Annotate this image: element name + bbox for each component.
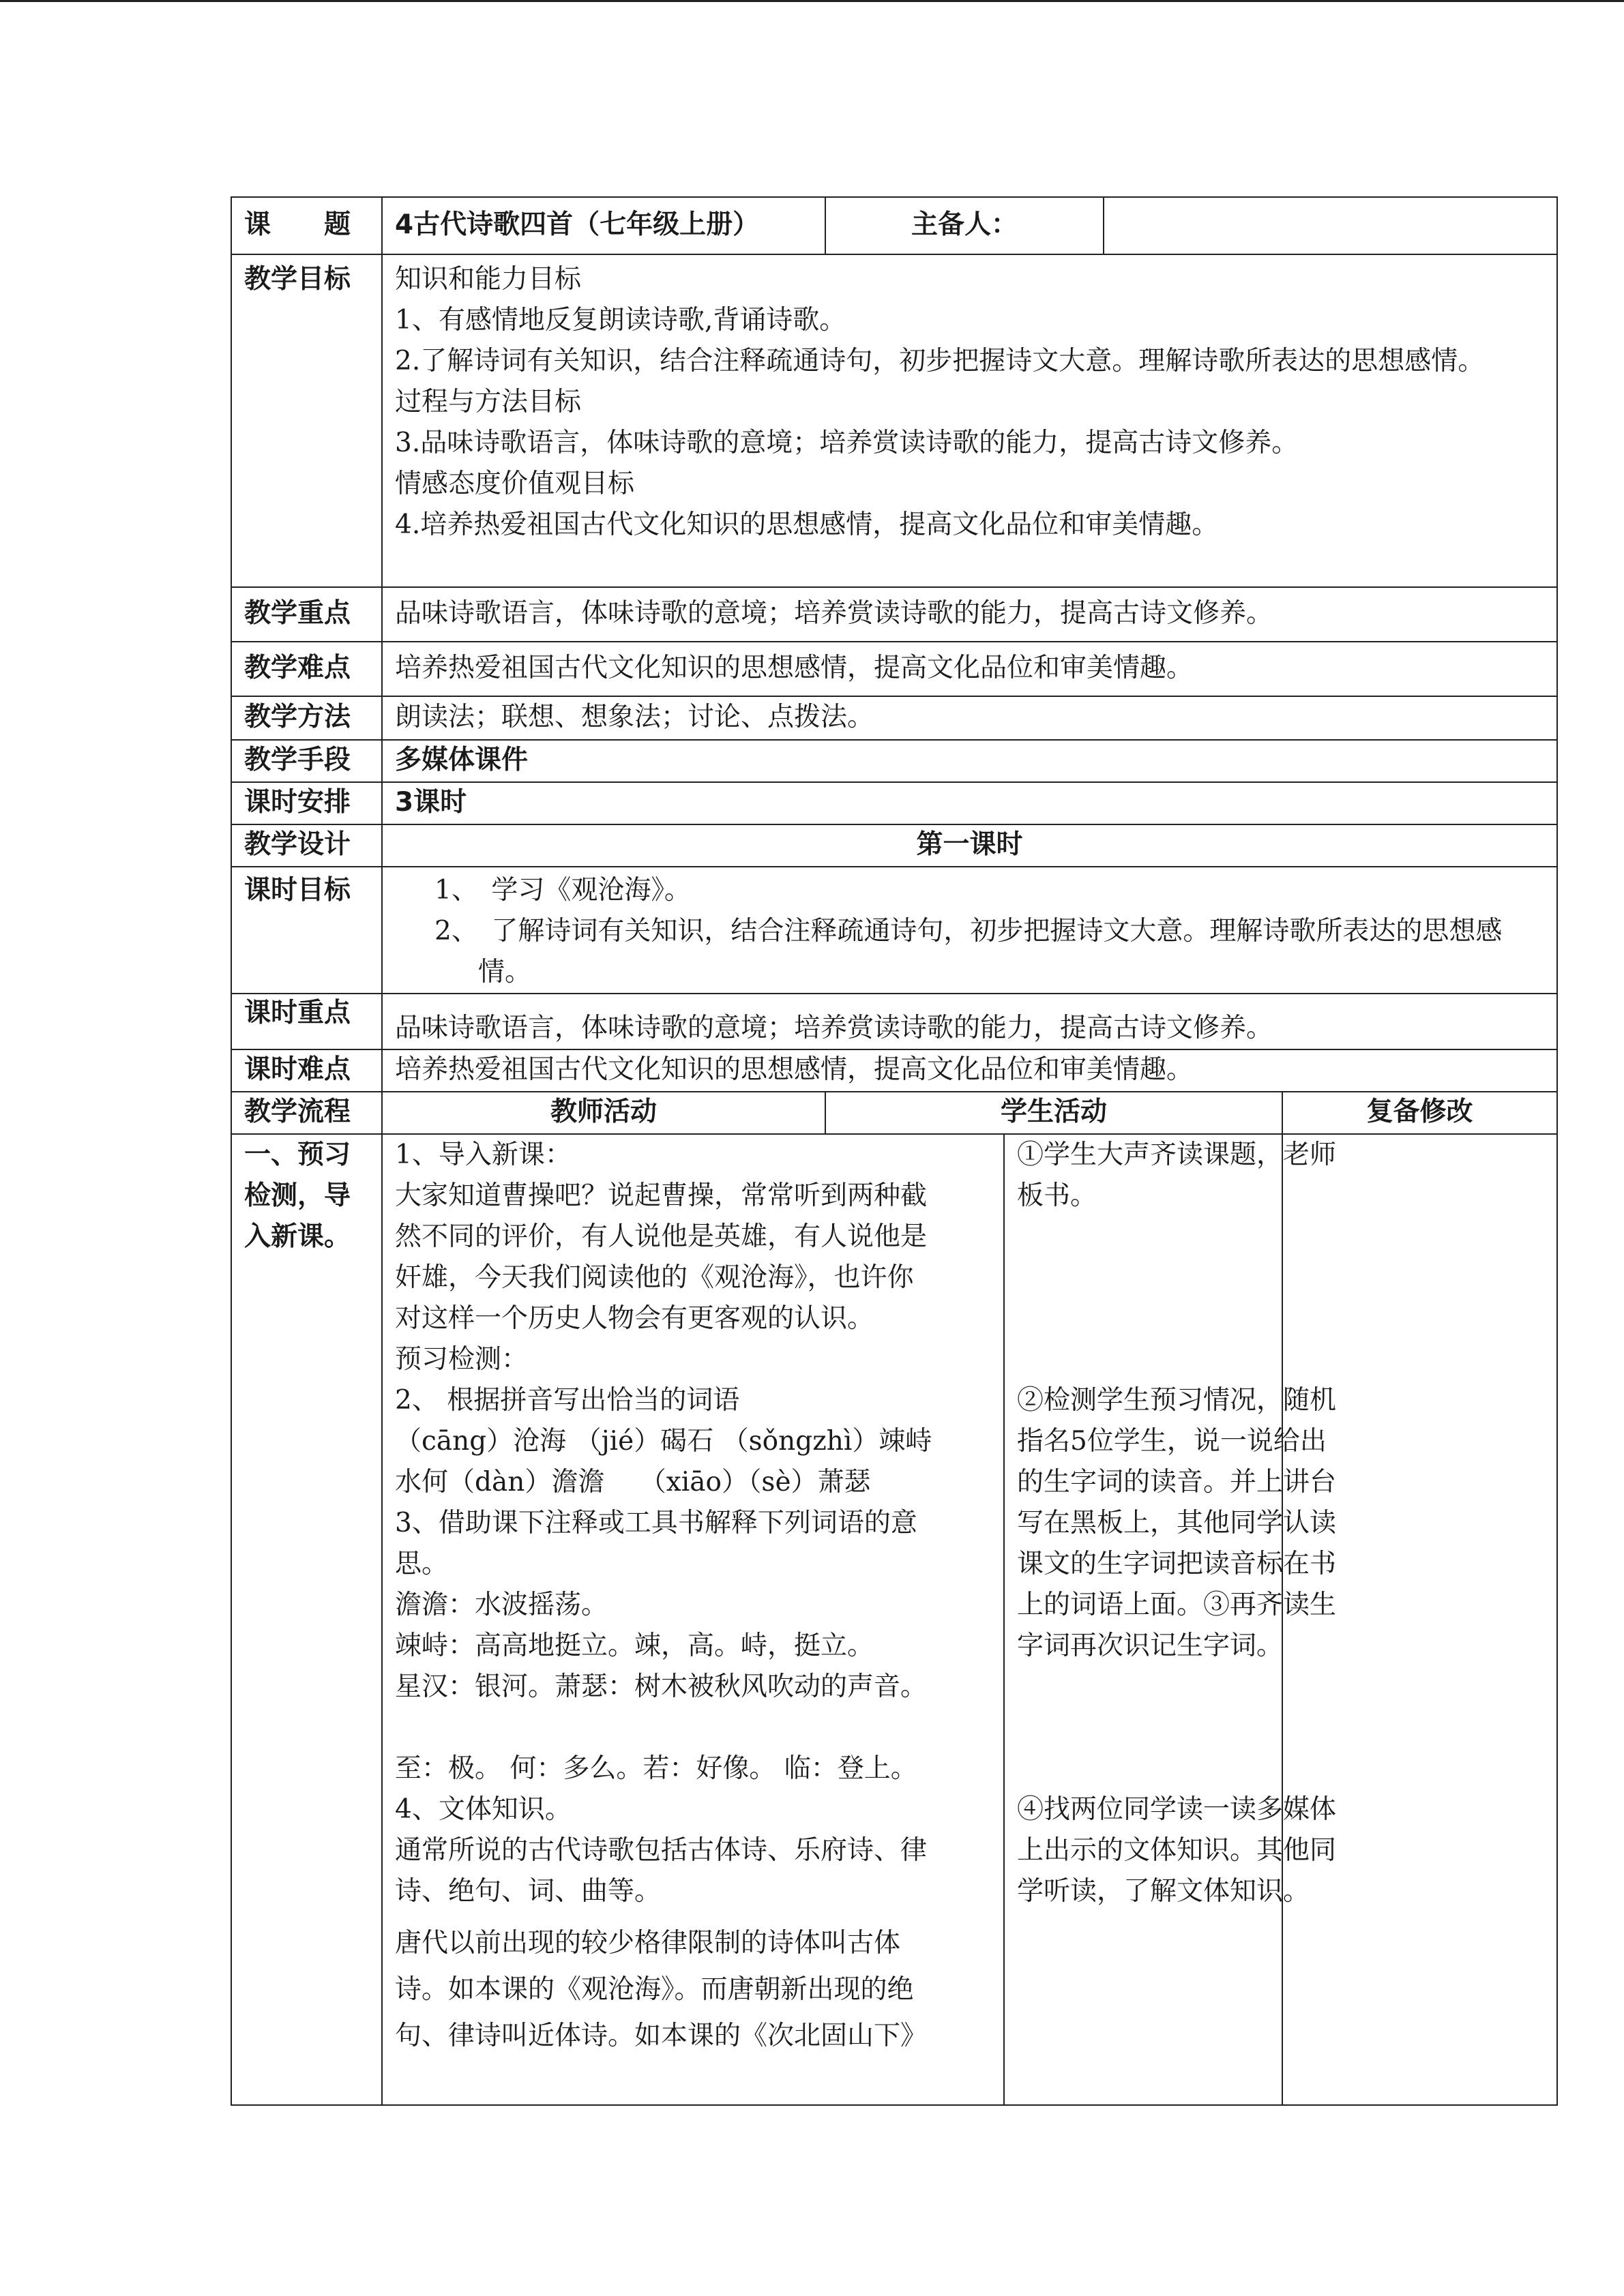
student-line-gap — [1017, 1257, 1269, 1298]
topic-label: 课 题 — [231, 197, 382, 254]
teacher-line: 句、律诗叫近体诗。如本课的《次北固山下》 — [395, 2021, 928, 2051]
goals-line: 4.培养热爱祖国古代文化知识的思想感情，提高文化品位和审美情趣。 — [395, 509, 1219, 540]
topic-value: 4古代诗歌四首（七年级上册） — [382, 197, 825, 254]
means-label: 教学手段 — [231, 740, 382, 782]
period-goals-label: 课时目标 — [231, 867, 382, 994]
preparer-label: 主备人： — [825, 197, 1104, 254]
student-line: 上的词语上面。③再齐读生 — [1017, 1590, 1337, 1620]
teacher-line: 对这样一个历史人物会有更客观的认识。 — [395, 1303, 874, 1334]
student-line: ④找两位同学读一读多媒体 — [1017, 1794, 1337, 1825]
period-difficulty-label: 课时难点 — [231, 1049, 382, 1092]
means-row — [231, 740, 1557, 782]
teacher-line: 星汉：银河。萧瑟：树木被秋风吹动的声音。 — [395, 1671, 928, 1702]
teacher-line: 思。 — [395, 1549, 449, 1579]
period-key-row — [231, 994, 1557, 1049]
teacher-line: 诗、绝句、词、曲等。 — [395, 1876, 662, 1907]
period-goal-item: 2、 了解诗词有关知识，结合注释疏通诗句，初步把握诗文大意。理解诗歌所表达的思想感情。 — [434, 916, 1503, 987]
schedule-row — [231, 782, 1557, 824]
preparer-value[interactable] — [1104, 197, 1557, 254]
teacher-line: 澹澹：水波摇荡。 — [395, 1590, 608, 1620]
student-line: 指名5位学生，说一说给出 — [1017, 1426, 1327, 1457]
student-line: 的生字词的读音。并上讲台 — [1017, 1467, 1337, 1497]
method-row — [231, 696, 1557, 740]
goals-line: 3.品味诗歌语言，体味诗歌的意境；培养赏读诗歌的能力，提高古诗文修养。 — [395, 428, 1299, 458]
lesson-plan-table — [231, 196, 1558, 2106]
period-difficulty-value: 培养热爱祖国古代文化知识的思想感情，提高文化品位和审美情趣。 — [382, 1049, 1557, 1092]
goals-line: 知识和能力目标 — [395, 264, 582, 295]
period-goals-row — [231, 867, 1557, 994]
stage1-label-line: 一、预习 — [244, 1139, 351, 1170]
means-value: 多媒体课件 — [382, 740, 1557, 782]
key-point-row — [231, 587, 1557, 642]
student-activity-content — [1004, 1134, 1337, 2105]
student-line-gap — [1017, 1339, 1269, 1380]
flow-label: 教学流程 — [231, 1092, 382, 1134]
goals-content — [382, 254, 1557, 587]
student-line-gap — [1017, 1667, 1269, 1708]
period-key-value: 品味诗歌语言，体味诗歌的意境；培养赏读诗歌的能力，提高古诗文修养。 — [382, 994, 1557, 1049]
student-line: 板书。 — [1017, 1180, 1097, 1211]
student-line: 课文的生字词把读音标在书 — [1017, 1549, 1337, 1579]
teacher-line: 4、文体知识。 — [395, 1794, 572, 1825]
design-value: 第一课时 — [382, 824, 1557, 867]
teacher-line: 通常所说的古代诗歌包括古体诗、乐府诗、律 — [395, 1835, 928, 1866]
student-line: 上出示的文体知识。其他同 — [1017, 1835, 1337, 1866]
student-line: ①学生大声齐读课题，老师 — [1017, 1139, 1337, 1170]
topic-row — [231, 197, 1557, 254]
student-line: 写在黑板上，其他同学认读 — [1017, 1508, 1337, 1538]
design-row — [231, 824, 1557, 867]
difficulty-label: 教学难点 — [231, 642, 382, 696]
period-key-label: 课时重点 — [231, 994, 382, 1049]
stage1-label — [231, 1134, 382, 2105]
student-line: ②检测学生预习情况，随机 — [1017, 1385, 1337, 1416]
schedule-label: 课时安排 — [231, 782, 382, 824]
teacher-line: 2、 根据拼音写出恰当的词语 — [395, 1385, 740, 1416]
revise-header: 复备修改 — [1282, 1092, 1557, 1134]
method-label: 教学方法 — [231, 696, 382, 740]
teacher-line: 诗。如本课的《观沧海》。而唐朝新出现的绝 — [395, 1974, 914, 2005]
period-goal-item: 1、 学习《观沧海》。 — [434, 875, 691, 906]
teacher-line: 大家知道曹操吧？说起曹操，常常听到两种截 — [395, 1180, 928, 1211]
student-line-gap — [1017, 1748, 1269, 1789]
teacher-activity-content — [382, 1134, 1004, 2105]
teacher-line: 唐代以前出现的较少格律限制的诗体叫古体 — [395, 1928, 901, 1958]
teacher-line: 1、导入新课： — [395, 1139, 572, 1170]
teacher-activity-header: 教师活动 — [382, 1092, 825, 1134]
teacher-line: （cāng）沧海 （jié）碣石 （sǒngzhì）竦峙 — [395, 1426, 932, 1457]
key-point-value: 品味诗歌语言，体味诗歌的意境；培养赏读诗歌的能力，提高古诗文修养。 — [382, 587, 1557, 642]
period-difficulty-row — [231, 1049, 1557, 1092]
goals-line: 情感态度价值观目标 — [395, 468, 635, 499]
student-line: 学听读，了解文体知识。 — [1017, 1876, 1310, 1907]
stage1-label-line: 入新课。 — [244, 1221, 351, 1252]
stage1-row — [231, 1134, 1557, 2105]
method-value: 朗读法；联想、想象法；讨论、点拨法。 — [382, 696, 1557, 740]
teacher-line: 预习检测： — [395, 1344, 529, 1375]
design-label: 教学设计 — [231, 824, 382, 867]
schedule-value: 3课时 — [382, 782, 1557, 824]
teacher-line: 然不同的评价，有人说他是英雄，有人说他是 — [395, 1221, 928, 1252]
goals-line: 过程与方法目标 — [395, 387, 582, 417]
teacher-line: 3、借助课下注释或工具书解释下列词语的意 — [395, 1508, 917, 1538]
teacher-line-gap — [395, 1708, 991, 1748]
student-line-gap — [1017, 1298, 1269, 1339]
stage1-label-line: 检测，导 — [244, 1180, 351, 1211]
student-line: 字词再次识记生字词。 — [1017, 1630, 1284, 1661]
difficulty-value: 培养热爱祖国古代文化知识的思想感情，提高文化品位和审美情趣。 — [382, 642, 1557, 696]
student-line-gap — [1017, 1708, 1269, 1748]
goals-line: 2.了解诗词有关知识，结合注释疏通诗句，初步把握诗文大意。理解诗歌所表达的思想感情。 — [395, 346, 1485, 376]
key-point-label: 教学重点 — [231, 587, 382, 642]
teacher-line: 竦峙：高高地挺立。竦，高。峙，挺立。 — [395, 1630, 874, 1661]
teacher-line: 奸雄，今天我们阅读他的《观沧海》，也许你 — [395, 1262, 914, 1293]
goals-row — [231, 254, 1557, 587]
difficulty-row — [231, 642, 1557, 696]
student-line-gap — [1017, 1217, 1269, 1257]
flow-header-row — [231, 1092, 1557, 1134]
teacher-line: 水何（dàn）澹澹 （xiāo）（sè）萧瑟 — [395, 1467, 871, 1497]
student-activity-header: 学生活动 — [825, 1092, 1282, 1134]
goals-label: 教学目标 — [231, 254, 382, 587]
period-goals-content — [382, 867, 1557, 994]
top-border-line — [0, 0, 1624, 2]
teacher-line: 至：极。 何：多么。若：好像。 临：登上。 — [395, 1753, 917, 1784]
goals-line: 1、有感情地反复朗读诗歌,背诵诗歌。 — [395, 305, 846, 336]
